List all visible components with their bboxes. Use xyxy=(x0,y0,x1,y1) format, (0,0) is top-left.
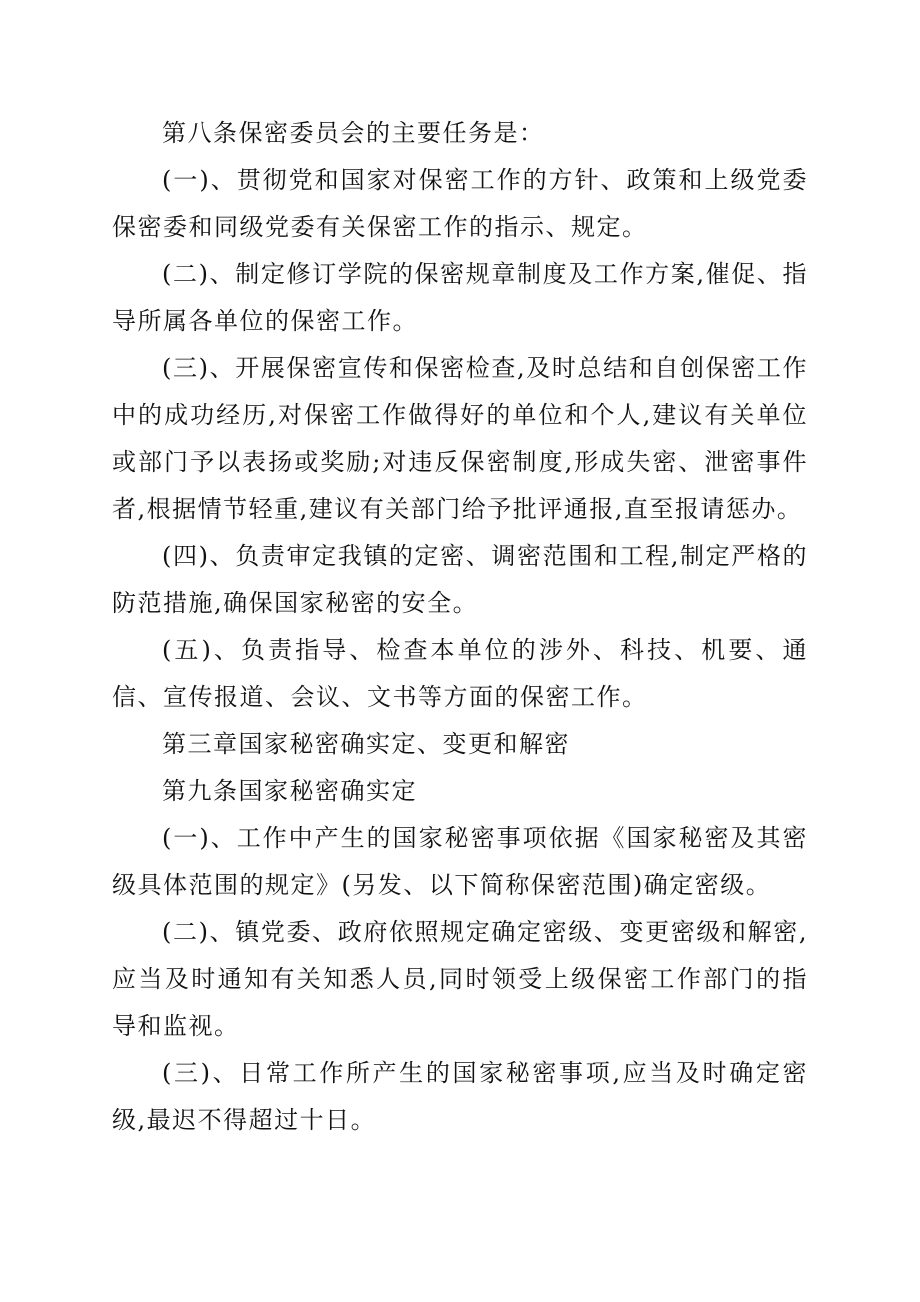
paragraph-item-2: (二)、制定修订学院的保密规章制度及工作方案,催促、指导所属各单位的保密工作。 xyxy=(112,260,808,335)
paragraph-article-8-heading: 第八条保密委员会的主要任务是： xyxy=(162,119,545,147)
chapter-3-heading: 第三章国家秘密确实定、变更和解密 xyxy=(162,730,570,758)
paragraph-item-3: (三)、开展保密宣传和保密检查,及时总结和自创保密工作中的成功经历,对保密工作做得好的单位和个人,建议有关单位或部门予以表扬或奖励;对违反保密制度,形成失密、泄密事件者,根据情节轻重,建议有关部门给予批评通报,直至报请惩办。 xyxy=(112,354,808,523)
paragraph-item-4: (四)、负责审定我镇的定密、调密范围和工程,制定严格的防范措施,确保国家秘密的安全。 xyxy=(112,542,808,617)
paragraph-article-9-item-1: (一)、工作中产生的国家秘密事项依据《国家秘密及其密级具体范围的规定》(另发、以下简称保密范围)确定密级。 xyxy=(112,824,808,899)
paragraph-article-9-item-3: (三)、日常工作所产生的国家秘密事项,应当及时确定密级,最迟不得超过十日。 xyxy=(112,1059,808,1134)
paragraph-item-1: (一)、贯彻党和国家对保密工作的方针、政策和上级党委保密委和同级党委有关保密工作的指示、规定。 xyxy=(112,166,808,241)
paragraph-item-5: (五)、负责指导、检查本单位的涉外、科技、机要、通信、宣传报道、会议、文书等方面的保密工作。 xyxy=(112,636,808,711)
paragraph-article-9-item-2: (二)、镇党委、政府依照规定确定密级、变更密级和解密,应当及时通知有关知悉人员,同时领受上级保密工作部门的指导和监视。 xyxy=(112,918,808,1040)
paragraph-article-9-heading: 第九条国家秘密确实定 xyxy=(162,777,417,805)
